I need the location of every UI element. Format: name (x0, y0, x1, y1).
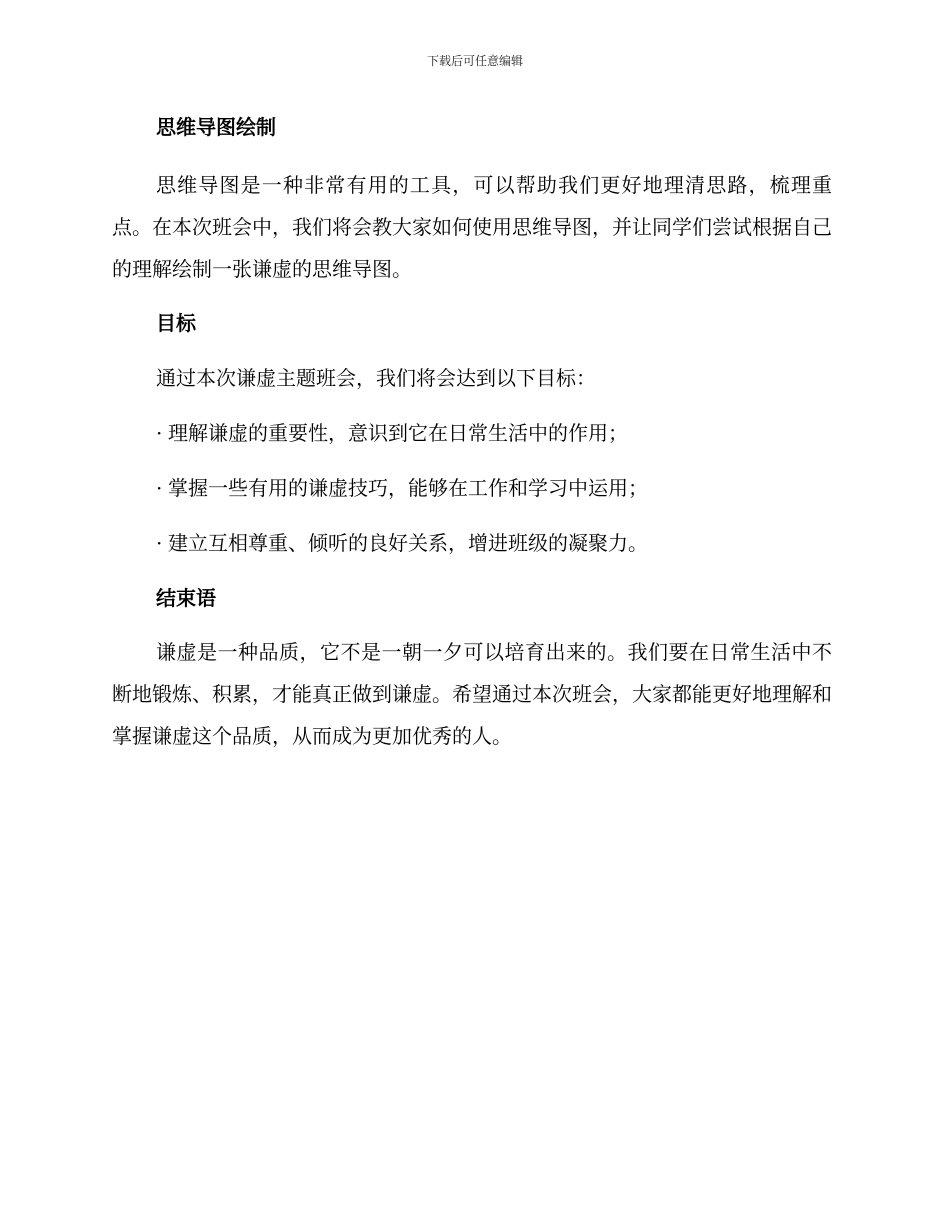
header-note: 下载后可任意编辑 (426, 54, 523, 68)
document-body (112, 110, 832, 757)
section-heading-mindmap: 思维导图绘制 (156, 115, 276, 139)
bullet-mark: · (156, 421, 163, 445)
paragraph-conclusion: 谦虚是一种品质，它不是一朝一夕可以培育出来的。我们要在日常生活中不断地锻炼、积累，才能真正做到谦虚。希望通过本次班会，大家都能更好地理解和掌握谦虚这个品质，从而成为更加优秀的人。 (112, 640, 832, 748)
section-heading-goals: 目标 (156, 311, 196, 335)
list-item-text: 掌握一些有用的谦虚技巧，能够在工作和学习中运用； (168, 476, 648, 500)
list-item (112, 416, 832, 450)
paragraph-goals-intro: 通过本次谦虚主题班会，我们将会达到以下目标： (156, 366, 596, 390)
bullet-mark: · (156, 531, 163, 555)
list-item (112, 526, 832, 560)
paragraph-mindmap: 思维导图是一种非常有用的工具，可以帮助我们更好地理清思路，梳理重点。在本次班会中，我们将会教大家如何使用思维导图，并让同学们尝试根据自己的理解绘制一张谦虚的思维导图。 (112, 173, 832, 281)
list-item-text: 理解谦虚的重要性，意识到它在日常生活中的作用； (168, 421, 628, 445)
list-item (112, 471, 832, 505)
section-heading-conclusion: 结束语 (156, 586, 216, 610)
bullet-mark: · (156, 476, 163, 500)
list-item-text: 建立互相尊重、倾听的良好关系，增进班级的凝聚力。 (168, 531, 648, 555)
